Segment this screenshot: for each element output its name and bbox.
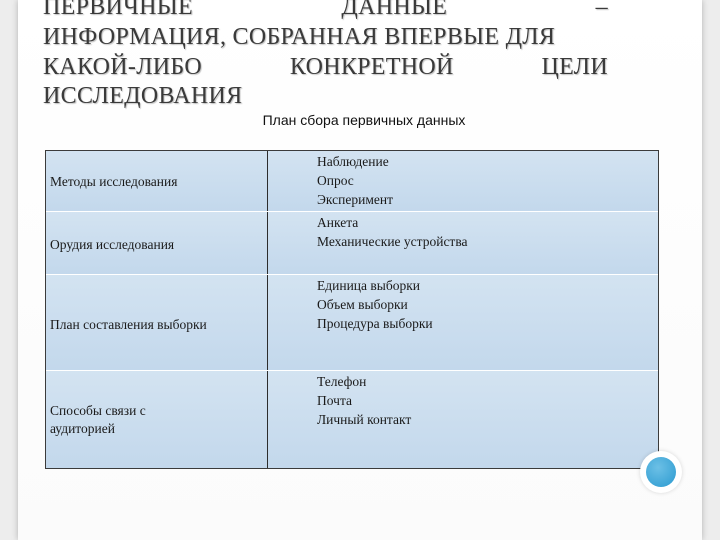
title-word: КОНКРЕТНОЙ [289, 54, 454, 80]
column-divider [267, 371, 268, 468]
row-items [317, 372, 411, 429]
slide-title-line-3 [43, 53, 608, 81]
data-collection-plan-table [45, 150, 659, 469]
table-row [46, 371, 658, 468]
row-item: Почта [317, 393, 352, 408]
slide-title-line-4: ИССЛЕДОВАНИЯ [43, 83, 243, 109]
column-divider [267, 212, 268, 274]
row-item: Механические устройства [317, 234, 468, 249]
row-item: Эксперимент [317, 192, 393, 207]
row-item: Личный контакт [317, 412, 412, 427]
table-row [46, 275, 658, 371]
row-label [50, 402, 262, 438]
row-label-line: План составления выборки [50, 317, 207, 332]
column-divider [267, 275, 268, 370]
row-label-line: аудиторией [50, 421, 115, 436]
row-items [317, 276, 433, 333]
row-item: Единица выборки [317, 278, 420, 293]
slide-title-line-1 [43, 0, 608, 21]
row-label-line: Способы связи с [50, 403, 146, 418]
title-word: ЦЕЛИ [541, 54, 608, 80]
table-caption: План сбора первичных данных [262, 112, 466, 128]
title-word: – [595, 0, 608, 20]
table-row [46, 151, 658, 212]
row-items [317, 152, 393, 209]
title-word: ПЕРВИЧНЫЕ [43, 0, 193, 20]
slide-title-line-2: ИНФОРМАЦИЯ, СОБРАННАЯ ВПЕРВЫЕ ДЛЯ [43, 24, 556, 50]
row-label [50, 236, 262, 254]
slide-corner-circle-icon [640, 451, 682, 493]
row-label [50, 316, 262, 334]
row-label-line: Методы исследования [50, 174, 178, 189]
circle-icon-fill [646, 457, 676, 487]
title-word: ДАННЫЕ [341, 0, 448, 20]
column-divider [267, 151, 268, 211]
row-item: Опрос [317, 173, 354, 188]
row-label-line: Орудия исследования [50, 237, 175, 252]
row-item: Анкета [317, 215, 359, 230]
title-word: КАКОЙ-ЛИБО [43, 54, 202, 80]
row-label [50, 173, 262, 191]
row-item: Процедура выборки [317, 316, 433, 331]
row-item: Объем выборки [317, 297, 408, 312]
row-item: Телефон [317, 374, 367, 389]
table-row [46, 212, 658, 275]
row-items [317, 213, 468, 251]
row-item: Наблюдение [317, 154, 389, 169]
